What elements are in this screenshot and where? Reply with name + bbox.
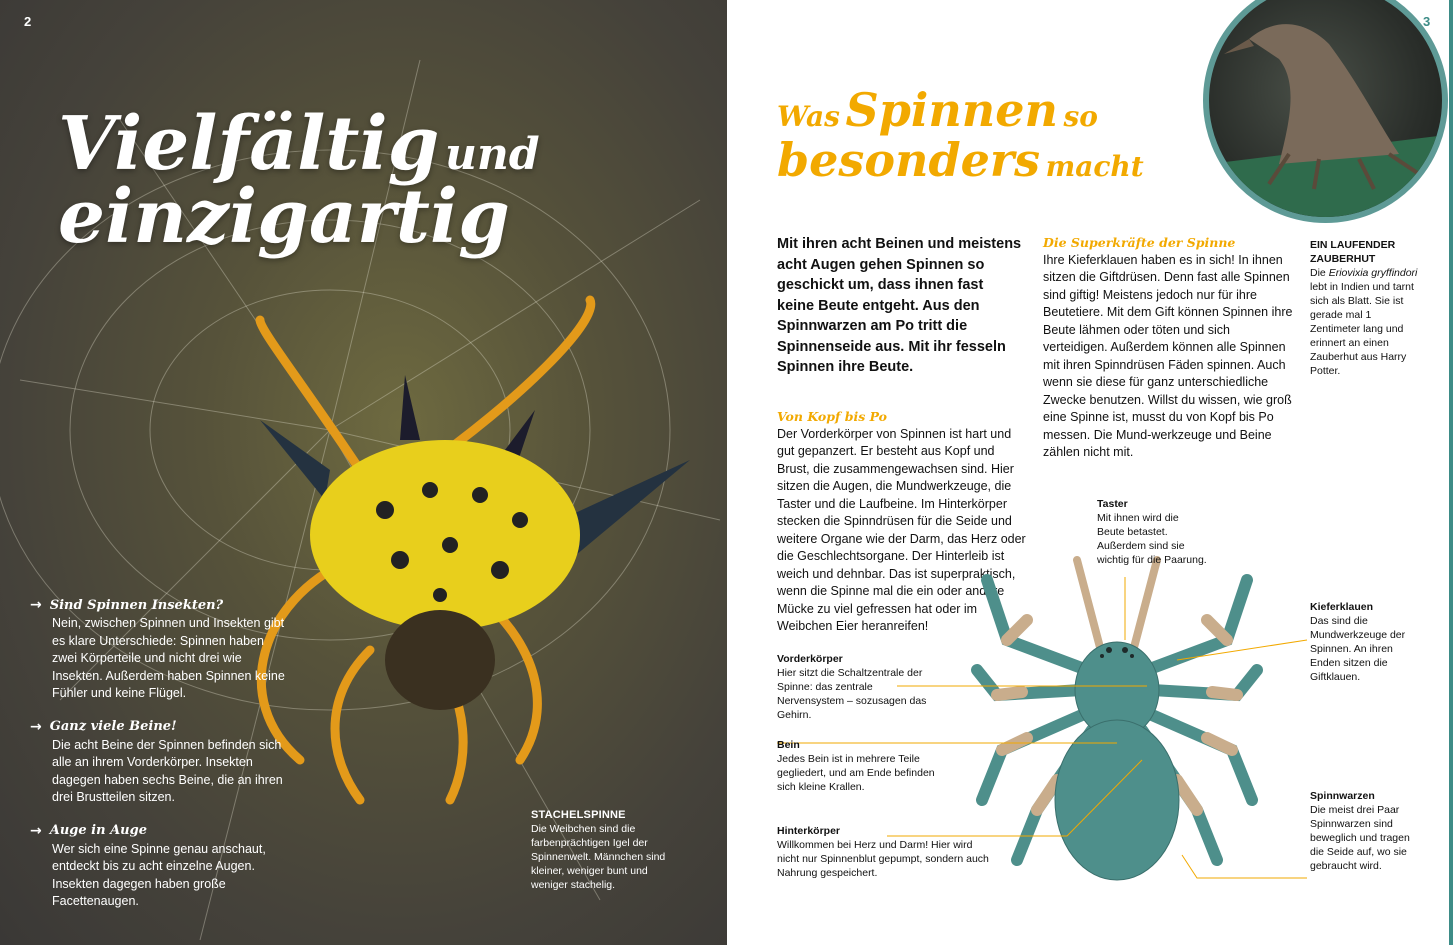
label-title: Bein [777,739,800,751]
label-spinnwarzen [1310,789,1425,873]
page-number: 3 [1423,14,1431,29]
label-text: Mit ihnen wird die Beute betastet. Außerdem sind sie wichtig für die Paarung. [1097,512,1207,566]
section-text: Ihre Kieferklauen haben es in sich! In ihnen sitzen die Giftdrüsen. Denn fast alle Spinnen sind giftig! Meistens jedoch nur für ihre Beutetiere. Mit dem Gift können Spinnen ihre Beute lähmen oder töten und sich verteidigen. Außerdem können alle Spinnen mit ihren Spinndrüsen Fäden spinnen. Auch wenn sie diese für ganz unterschiedliche Zwecke benutzen. Willst du wissen, wie groß eine Spinne ist, musst du von Kopf bis Po messen. Die Mund-werkzeuge und Beine zählen nicht mit. [1043,252,1293,459]
fact-heading: Sind Spinnen Insekten? [49,597,224,613]
title-line2: einzigartig [58,173,510,260]
label-text: Das sind die Mundwerkzeuge der Spinnen. An ihren Enden sitzen die Giftklauen. [1310,615,1406,683]
title-line1-small: und [444,129,540,180]
label-text: Die meist drei Paar Spinnwarzen sind beweglich und tragen die Seide auf, wo sie gebraucht wird. [1310,804,1410,872]
section-text: Der Vorderkörper von Spinnen ist hart und gut gepanzert. Er besteht aus Kopf und Brust, die zusammengewachsen sind. Hier sitzen die Augen, die Mundwerkzeuge, die Taster und die Laufbeine. Im Hinterkörper stecken die Spinndrüsen für die Seide und weitere Organe wie der Darm, das Herz oder die Geschlechtsorgane. Der Hinterleib ist weich und dehnbar. Das ist superpraktisch, wenn die Spinne mal die ein oder andere Mücke zu viel gefressen hat oder im Weibchen Eier heranreifen! [777,426,1026,633]
fact-item [30,823,290,911]
arrow-right-icon: → [30,718,42,735]
title-word: Was [777,100,840,133]
label-text: Jedes Bein ist in mehrere Teile gegliedert, und am Ende befinden sich kleine Krallen. [777,753,935,793]
title-word: besonders [777,132,1041,187]
fact-heading: Ganz viele Beine! [49,719,177,734]
fact-text: Nein, zwischen Spinnen und Insekten gibt es klare Unterschiede: Spinnen haben zwei Körperteile und nicht drei wie Insekten. Außerdem haben Spinnen keine Fühler und keine Flügel. [52,616,285,700]
label-title: Hinterkörper [777,825,841,837]
page-number: 2 [24,14,32,29]
page-title [58,101,540,260]
label-title: Vorderkörper [777,653,843,665]
arrow-right-icon: → [30,822,42,839]
label-hinterkoerper [777,824,992,880]
label-title: Taster [1097,498,1128,510]
label-taster [1097,497,1207,567]
title-word: macht [1045,149,1144,183]
side-caption-text: Die [1310,267,1326,279]
title-line1-big: Vielfältig [58,101,440,187]
label-bein [777,738,937,794]
fact-heading: Auge in Auge [49,823,147,838]
title-word: so [1063,100,1098,133]
species-name: Eriovixia gryffindori [1328,267,1418,279]
caption-title: STACHELSPINNE [531,809,626,821]
label-text: Willkommen bei Herz und Darm! Hier wird nicht nur Spinnenblut gepumpt, sondern auch Nahrung gespeichert. [777,839,989,879]
section-heading: Von Kopf bis Po [777,409,888,424]
arrow-right-icon: → [30,597,42,613]
fact-item [30,719,290,807]
side-caption-title: EIN LAUFENDER ZAUBERHUT [1310,239,1396,265]
label-text: Hier sitzt die Schaltzentrale der Spinne: das zentrale Nervensystem – sozusagen das Gehirn. [777,667,927,721]
caption-text: Die Weibchen sind die farbenprächtigen Igel der Spinnenwelt. Männchen sind kleiner, weniger bunt und weniger stachelig. [531,823,666,891]
label-kieferklauen [1310,600,1425,684]
right-page [727,0,1453,945]
intro-text: Mit ihren acht Beinen und meistens acht Augen gehen Spinnen so geschickt um, dass ihnen fast keine Beute entgeht. Aus den Spinnwarzen am Po tritt die Spinnenseide aus. Mit ihr fesseln Spinnen ihre Beute. [777,236,1022,375]
title-word: Spinnen [845,83,1058,137]
label-vorderkoerper [777,652,937,722]
fact-text: Die acht Beine der Spinnen befinden sich alle an ihrem Vorderkörper. Insekten dagegen haben sechs Beine, die an ihren drei Brustteilen sitzen. [52,737,283,804]
section-heading: Die Superkräfte der Spinne [1043,235,1236,250]
fact-item [30,597,290,703]
photo-caption [531,808,681,892]
label-title: Spinnwarzen [1310,790,1375,802]
side-caption-text: lebt in Indien und tarnt sich als Blatt. Sie ist gerade mal 1 Zentimeter lang und erinnert an einen Zauberhut aus Harry Potter. [1310,281,1414,377]
facts-list [30,597,290,927]
fact-text: Wer sich eine Spinne genau anschaut, entdeckt bis zu acht einzelne Augen. Insekten dagegen haben große Facettenaugen. [52,841,266,908]
label-title: Kieferklauen [1310,601,1374,613]
